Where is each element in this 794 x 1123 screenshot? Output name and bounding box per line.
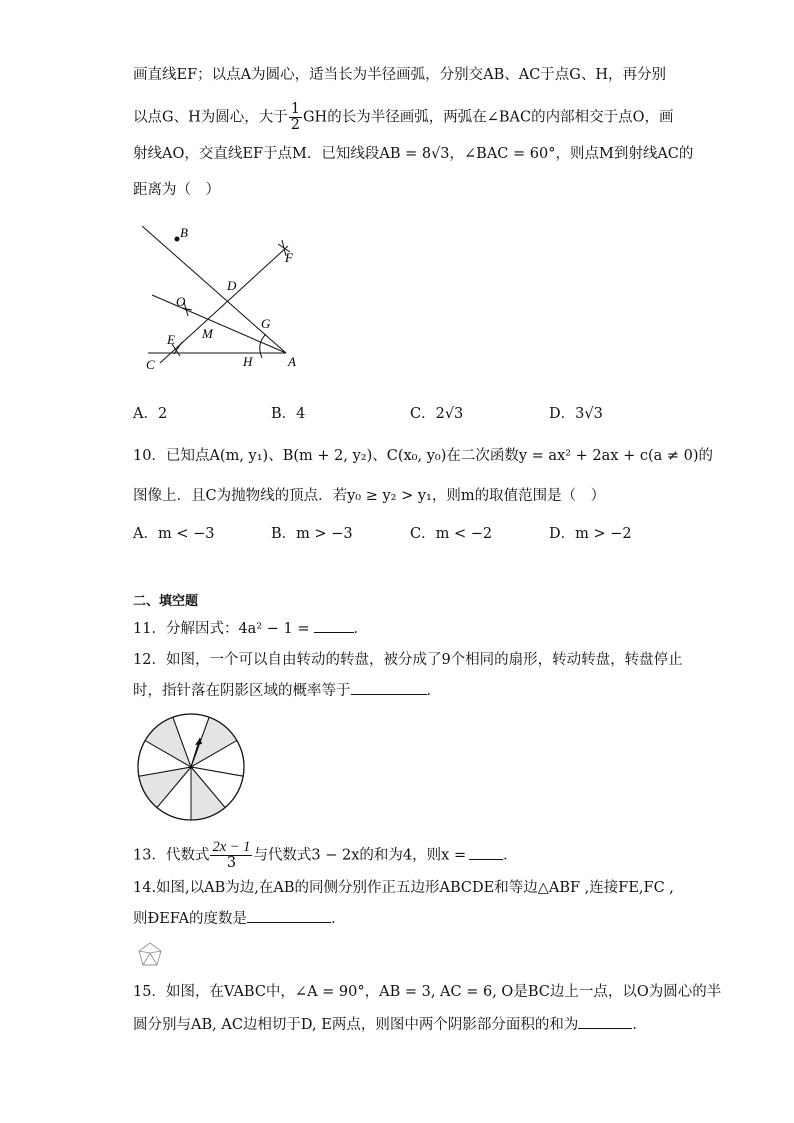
q10-option-c[interactable]: C．m < −2 xyxy=(410,526,493,542)
label-a: A xyxy=(288,354,296,369)
arc-gh xyxy=(260,334,266,358)
q9-option-b[interactable]: B．4 xyxy=(271,406,306,422)
fraction-numerator: 1 xyxy=(290,101,300,117)
half-fraction xyxy=(289,102,302,133)
q13-fraction-denominator: 3 xyxy=(226,855,237,871)
q9-line3: 射线AO，交直线EF于点M．已知线段AB = 8√3，∠BAC = 60°，则点M到射线AC的 xyxy=(133,146,694,162)
label-g: G xyxy=(261,316,271,331)
label-e: E xyxy=(167,332,175,347)
q9-option-a[interactable]: A．2 xyxy=(133,406,168,422)
q10-option-a[interactable]: A．m < −3 xyxy=(133,526,215,542)
q12-line1: 12．如图，一个可以自由转动的转盘，被分成了9个相同的扇形，转动转盘，转盘停止 xyxy=(133,652,683,668)
label-d: D xyxy=(227,278,237,293)
q9-line1: 画直线EF；以点A为圆心，适当长为半径画弧，分别交AB、AC于点G、H，再分别 xyxy=(133,67,667,83)
triangle-abf xyxy=(143,953,157,965)
q14-line1: 14.如图,以AB为边,在AB的同侧分别作正五边形ABCDE和等边△ABF ,连接FE,FC , xyxy=(133,880,674,896)
q9-line2-start: 以点G、H为圆心，大于 xyxy=(133,109,288,126)
label-h: H xyxy=(243,354,253,369)
label-m: M xyxy=(202,326,213,341)
q13-fraction-numerator: 2x − 1 xyxy=(212,839,251,855)
q10-option-d[interactable]: D．m > −2 xyxy=(549,526,632,542)
pentagon-abcde xyxy=(139,943,161,965)
label-c: C xyxy=(146,357,155,372)
q14-line2-text: 则ÐEFA的度数是 xyxy=(133,911,248,927)
q15-line2-text: 圆分别与AB, AC边相切于D, E两点，则图中两个阴影部分面积的和为 xyxy=(133,1017,579,1033)
q10-option-b[interactable]: B．m > −3 xyxy=(271,526,353,542)
q14-line2 xyxy=(133,908,346,929)
q15-line2 xyxy=(133,1014,647,1035)
q13 xyxy=(133,840,518,871)
q9-line2 xyxy=(133,102,673,133)
q11-end: ． xyxy=(353,621,368,637)
q14-end: ． xyxy=(331,911,346,927)
q10-line2: 图像上．且C为抛物线的顶点．若y₀ ≥ y₂ > y₁，则m的取值范围是（ ） xyxy=(133,488,606,504)
section-fill-blank-title: 二、填空题 xyxy=(133,594,199,609)
q14-answer-blank[interactable] xyxy=(247,908,331,923)
q15-line1: 15．如图，在VABC中，∠A = 90°，AB = 3, AC = 6, O是BC边上一点，以O为圆心的半 xyxy=(133,984,722,1000)
label-f: F xyxy=(285,250,293,265)
q12-answer-blank[interactable] xyxy=(351,680,427,695)
segment-fe xyxy=(139,951,150,953)
q11-text: 11．分解因式：4a² − 1 = xyxy=(133,621,310,637)
q9-line4: 距离为（ ） xyxy=(133,182,220,198)
fraction-denominator: 2 xyxy=(290,117,300,133)
q13-rest: 与代数式3 − 2x的和为4，则x = xyxy=(253,847,467,864)
q9-option-c[interactable]: C．2√3 xyxy=(410,406,464,422)
q13-answer-blank[interactable] xyxy=(469,845,503,860)
q11-answer-blank[interactable] xyxy=(314,618,354,633)
spinner-figure xyxy=(134,712,248,822)
q12-end: ． xyxy=(426,683,441,699)
label-o: O xyxy=(176,294,186,309)
q9-line2-end: GH的长为半径画弧，两弧在∠BAC的内部相交于点O，画 xyxy=(302,109,674,126)
q9-geometry-figure xyxy=(140,220,310,380)
q13-start: 13．代数式 xyxy=(133,847,210,864)
q12-line2-text: 时，指针落在阴影区域的概率等于 xyxy=(133,683,351,699)
line-ab xyxy=(142,226,286,353)
q13-fraction xyxy=(210,840,252,871)
q9-option-d[interactable]: D．3√3 xyxy=(549,406,603,422)
q12-line2 xyxy=(133,680,441,701)
point-b xyxy=(175,237,180,242)
q15-answer-blank[interactable] xyxy=(578,1014,632,1029)
q10-line1: 10．已知点A(m, y₁)、B(m + 2, y₂)、C(x₀, y₀)在二次函数y = ax² + 2ax + c(a ≠ 0)的 xyxy=(133,448,714,464)
q15-end: ． xyxy=(632,1017,647,1033)
q13-end: ． xyxy=(503,847,518,864)
label-b: B xyxy=(180,225,188,240)
pentagon-figure xyxy=(137,941,163,971)
segment-fc xyxy=(150,951,161,953)
q11 xyxy=(133,618,368,639)
